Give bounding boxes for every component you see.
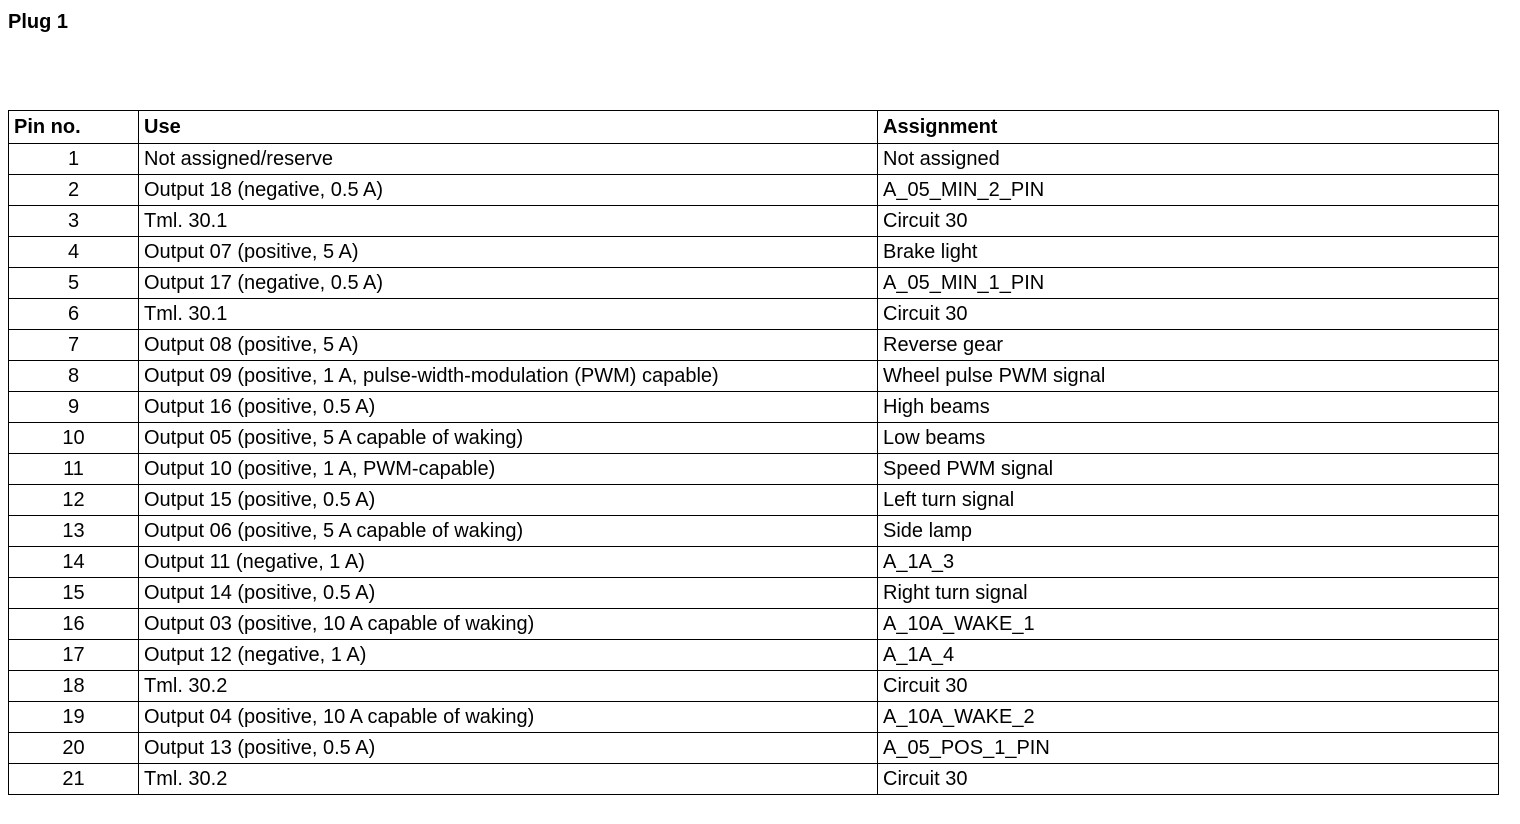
pin-cell: 19 [9,702,139,733]
use-cell: Output 09 (positive, 1 A, pulse-width-modulation (PWM) capable) [139,361,878,392]
table-row [9,733,1499,764]
pin-cell: 12 [9,485,139,516]
assignment-cell: High beams [878,392,1499,423]
assignment-cell: Wheel pulse PWM signal [878,361,1499,392]
table-row [9,392,1499,423]
column-header-use: Use [139,111,878,144]
pin-cell: 9 [9,392,139,423]
column-header-assignment: Assignment [878,111,1499,144]
pin-cell: 3 [9,206,139,237]
page-title: Plug 1 [8,11,69,33]
pin-cell: 5 [9,268,139,299]
assignment-cell: Circuit 30 [878,764,1499,795]
assignment-cell: Speed PWM signal [878,454,1499,485]
pin-cell: 16 [9,609,139,640]
assignment-cell: A_05_MIN_2_PIN [878,175,1499,206]
pin-cell: 21 [9,764,139,795]
use-cell: Output 05 (positive, 5 A capable of waking) [139,423,878,454]
table-row [9,206,1499,237]
table-row [9,764,1499,795]
assignment-cell: Brake light [878,237,1499,268]
assignment-cell: Reverse gear [878,330,1499,361]
table-row [9,423,1499,454]
table-row [9,330,1499,361]
pin-cell: 2 [9,175,139,206]
use-cell: Output 14 (positive, 0.5 A) [139,578,878,609]
table-row [9,268,1499,299]
use-cell: Output 18 (negative, 0.5 A) [139,175,878,206]
pin-assignment-table [8,110,1499,795]
use-cell: Tml. 30.2 [139,764,878,795]
assignment-cell: Left turn signal [878,485,1499,516]
table-row [9,702,1499,733]
table-row [9,299,1499,330]
table-row [9,237,1499,268]
use-cell: Output 03 (positive, 10 A capable of waking) [139,609,878,640]
pin-cell: 11 [9,454,139,485]
use-cell: Not assigned/reserve [139,144,878,175]
table-row [9,361,1499,392]
pin-cell: 8 [9,361,139,392]
pin-cell: 17 [9,640,139,671]
table-row [9,671,1499,702]
pin-cell: 1 [9,144,139,175]
use-cell: Output 17 (negative, 0.5 A) [139,268,878,299]
use-cell: Output 10 (positive, 1 A, PWM-capable) [139,454,878,485]
pin-cell: 18 [9,671,139,702]
assignment-cell: Circuit 30 [878,299,1499,330]
use-cell: Output 13 (positive, 0.5 A) [139,733,878,764]
table-row [9,609,1499,640]
use-cell: Output 07 (positive, 5 A) [139,237,878,268]
assignment-cell: Low beams [878,423,1499,454]
pin-cell: 7 [9,330,139,361]
use-cell: Tml. 30.1 [139,206,878,237]
table-header-row [9,111,1499,144]
pin-cell: 20 [9,733,139,764]
use-cell: Output 16 (positive, 0.5 A) [139,392,878,423]
use-cell: Output 12 (negative, 1 A) [139,640,878,671]
use-cell: Output 11 (negative, 1 A) [139,547,878,578]
use-cell: Tml. 30.2 [139,671,878,702]
assignment-cell: A_1A_3 [878,547,1499,578]
table-row [9,547,1499,578]
use-cell: Output 08 (positive, 5 A) [139,330,878,361]
table-row [9,640,1499,671]
pin-cell: 14 [9,547,139,578]
use-cell: Output 15 (positive, 0.5 A) [139,485,878,516]
pin-cell: 4 [9,237,139,268]
pin-cell: 13 [9,516,139,547]
assignment-cell: Circuit 30 [878,671,1499,702]
table-body [9,144,1499,795]
assignment-cell: A_1A_4 [878,640,1499,671]
pin-cell: 10 [9,423,139,454]
use-cell: Output 06 (positive, 5 A capable of waking) [139,516,878,547]
assignment-cell: A_10A_WAKE_2 [878,702,1499,733]
table-row [9,516,1499,547]
column-header-pin: Pin no. [9,111,139,144]
assignment-cell: A_05_POS_1_PIN [878,733,1499,764]
assignment-cell: Right turn signal [878,578,1499,609]
use-cell: Tml. 30.1 [139,299,878,330]
pin-cell: 15 [9,578,139,609]
table-row [9,175,1499,206]
assignment-cell: Side lamp [878,516,1499,547]
pin-cell: 6 [9,299,139,330]
table-row [9,578,1499,609]
table-row [9,454,1499,485]
assignment-cell: Circuit 30 [878,206,1499,237]
table-row [9,485,1499,516]
use-cell: Output 04 (positive, 10 A capable of waking) [139,702,878,733]
assignment-cell: A_05_MIN_1_PIN [878,268,1499,299]
table-row [9,144,1499,175]
assignment-cell: A_10A_WAKE_1 [878,609,1499,640]
assignment-cell: Not assigned [878,144,1499,175]
